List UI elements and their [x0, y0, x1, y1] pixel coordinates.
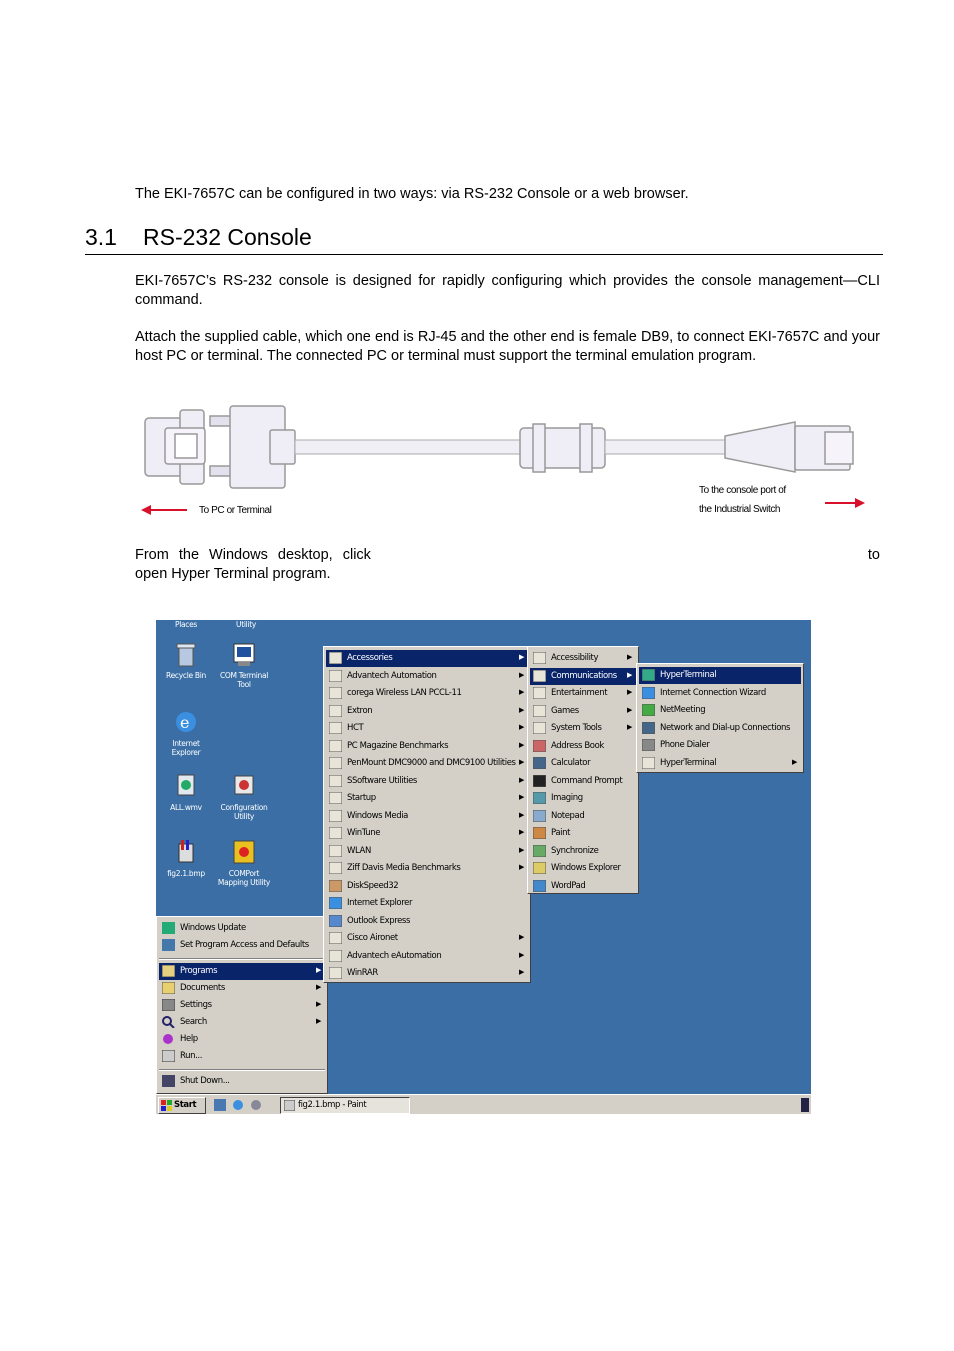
program-access-icon: [162, 939, 175, 951]
program-group-folder-icon: [329, 932, 342, 944]
programs-item[interactable]: Advantech eAutomation ▶: [326, 948, 528, 965]
program-group-folder-icon: [329, 722, 342, 734]
accessories-item[interactable]: Imaging: [530, 790, 636, 807]
communications-menu: [636, 663, 804, 773]
windows-update-icon: [162, 922, 175, 934]
application-icon: [329, 897, 342, 909]
program-group-folder-icon: [329, 862, 342, 874]
show-desktop-icon[interactable]: [214, 1099, 226, 1111]
chevron-right-icon: ▶: [519, 740, 524, 749]
cable-label-right-2: the Industrial Switch: [699, 504, 781, 515]
chevron-right-icon: ▶: [519, 775, 524, 784]
start-menu-search[interactable]: Search ▶: [159, 1014, 325, 1031]
desktop-icon-configuration-utility[interactable]: Configuration Utility: [214, 772, 274, 821]
paragraph-console: EKI-7657C’s RS-232 console is designed for rapidly configuring which provides the console management—CLI command.: [135, 273, 880, 308]
program-group-folder-icon: [329, 967, 342, 979]
start-menu-windows-update[interactable]: Windows Update: [159, 920, 325, 937]
chevron-right-icon: ▶: [519, 723, 524, 731]
cable-boot: [520, 424, 605, 472]
desktop-icon-comport-mapping[interactable]: COMPort Mapping Utility: [214, 838, 274, 887]
start-menu-settings[interactable]: Settings ▶: [159, 997, 325, 1014]
application-icon: [533, 845, 546, 857]
chevron-right-icon: ▶: [316, 966, 321, 974]
chevron-right-icon: ▶: [519, 845, 524, 854]
program-group-folder-icon: [329, 792, 342, 804]
tray-icon[interactable]: [801, 1098, 809, 1112]
application-icon: [533, 775, 546, 787]
desktop-icon-fig2-bmp[interactable]: fig2.1.bmp: [156, 838, 216, 878]
program-group-folder-icon: [329, 670, 342, 682]
search-icon: [162, 1016, 175, 1028]
media-quicklaunch-icon[interactable]: [250, 1099, 262, 1111]
communications-item[interactable]: Phone Dialer: [639, 737, 801, 754]
intro-text: The EKI-7657C can be configured in two ways: via RS-232 Console or a web browser.: [135, 186, 689, 202]
application-icon: [642, 669, 655, 681]
start-menu-help[interactable]: Help: [159, 1031, 325, 1048]
desktop-icon-recycle-bin[interactable]: Recycle Bin: [156, 642, 216, 680]
application-icon: [329, 880, 342, 892]
program-group-folder-icon: [329, 687, 342, 699]
accessories-item[interactable]: Accessibility ▶: [530, 650, 636, 667]
taskbar-task-paint[interactable]: fig2.1.bmp - Paint: [280, 1097, 410, 1114]
program-group-folder-icon: [329, 775, 342, 787]
chevron-right-icon: ▶: [627, 705, 632, 714]
start-menu-shutdown[interactable]: Shut Down...: [159, 1073, 325, 1090]
program-group-folder-icon: [329, 757, 342, 769]
programs-item[interactable]: DiskSpeed32: [326, 878, 528, 895]
media-file-icon: [173, 772, 199, 800]
application-icon: [533, 757, 546, 769]
paragraph-open-terminal: [135, 546, 880, 583]
application-icon: [329, 915, 342, 927]
chevron-right-icon: ▶: [519, 828, 524, 836]
desktop-icon-all-wmv[interactable]: ALL.wmv: [156, 772, 216, 812]
programs-item[interactable]: Accessories ▶: [326, 650, 528, 667]
documents-folder-icon: [162, 982, 175, 994]
help-icon: [162, 1033, 175, 1045]
programs-item[interactable]: WinRAR ▶: [326, 965, 528, 982]
communications-item[interactable]: HyperTerminal ▶: [639, 755, 801, 772]
accessories-item[interactable]: Synchronize: [530, 843, 636, 860]
program-group-folder-icon: [533, 652, 546, 664]
programs-menu: [323, 646, 531, 983]
application-icon: [533, 792, 546, 804]
program-group-folder-icon: [533, 705, 546, 717]
taskbar: [156, 1094, 811, 1114]
communications-item[interactable]: HyperTerminal: [639, 667, 801, 684]
chevron-right-icon: ▶: [519, 950, 524, 959]
shutdown-icon: [162, 1075, 175, 1087]
accessories-item[interactable]: System Tools ▶: [530, 720, 636, 737]
programs-item[interactable]: Internet Explorer: [326, 895, 528, 912]
accessories-item[interactable]: Calculator: [530, 755, 636, 772]
chevron-right-icon: ▶: [627, 723, 632, 731]
windows-desktop-screenshot: [156, 620, 811, 1114]
application-icon: [642, 739, 655, 751]
paint-icon: [284, 1100, 295, 1111]
programs-item[interactable]: Cisco Aironet ▶: [326, 930, 528, 947]
programs-item[interactable]: PenMount DMC9000 and DMC9100 Utilities ▶: [326, 755, 528, 772]
start-button[interactable]: Start: [158, 1097, 206, 1114]
application-icon: [642, 722, 655, 734]
application-icon: [533, 740, 546, 752]
programs-item[interactable]: corega Wireless LAN PCCL-11 ▶: [326, 685, 528, 702]
accessories-item[interactable]: Command Prompt: [530, 773, 636, 790]
configuration-utility-icon: [231, 772, 257, 800]
chevron-right-icon: ▶: [316, 1000, 321, 1008]
section-number: 3.1: [85, 224, 117, 250]
paragraph-open-terminal-c: open Hyper Terminal program.: [135, 565, 331, 582]
section-title: RS-232 Console: [143, 224, 312, 250]
chevron-right-icon: ▶: [519, 968, 524, 976]
programs-item[interactable]: HCT ▶: [326, 720, 528, 737]
start-menu-run[interactable]: Run...: [159, 1048, 325, 1065]
paragraph-open-terminal-a: From the Windows desktop, click: [135, 547, 371, 563]
cable-label-right-1: To the console port of: [699, 485, 786, 496]
application-icon: [642, 704, 655, 716]
svg-text:e: e: [180, 713, 190, 732]
desktop-label-places: Places: [174, 620, 198, 629]
program-group-folder-icon: [329, 705, 342, 717]
application-icon: [642, 757, 655, 769]
programs-item[interactable]: Ziff Davis Media Benchmarks ▶: [326, 860, 528, 877]
program-group-folder-icon: [533, 670, 546, 682]
programs-item[interactable]: WLAN ▶: [326, 843, 528, 860]
program-group-folder-icon: [329, 950, 342, 962]
desktop-icon-internet-explorer[interactable]: e Internet Explorer: [156, 708, 216, 757]
chevron-right-icon: ▶: [519, 758, 524, 766]
run-icon: [162, 1050, 175, 1062]
chevron-right-icon: ▶: [519, 933, 524, 941]
accessories-item[interactable]: WordPad: [530, 878, 636, 895]
accessories-item[interactable]: Notepad: [530, 808, 636, 825]
program-group-folder-icon: [329, 740, 342, 752]
chevron-right-icon: ▶: [519, 793, 524, 801]
chevron-right-icon: ▶: [519, 705, 524, 714]
recycle-bin-icon: [175, 642, 197, 668]
program-group-folder-icon: [533, 687, 546, 699]
accessories-item[interactable]: Communications ▶: [530, 668, 636, 685]
programs-item[interactable]: Windows Media ▶: [326, 808, 528, 825]
chevron-right-icon: ▶: [316, 983, 321, 991]
start-menu-programs[interactable]: Programs ▶: [159, 963, 325, 980]
desktop-icon-com-terminal[interactable]: COM Terminal Tool: [214, 642, 274, 689]
communications-item[interactable]: Internet Connection Wizard: [639, 685, 801, 702]
comport-mapping-icon: [231, 838, 257, 866]
programs-item[interactable]: Advantech Automation ▶: [326, 668, 528, 685]
chevron-right-icon: ▶: [316, 1017, 321, 1025]
program-group-folder-icon: [329, 845, 342, 857]
chevron-right-icon: ▶: [519, 688, 524, 696]
accessories-item[interactable]: Entertainment ▶: [530, 685, 636, 702]
program-group-folder-icon: [533, 722, 546, 734]
paragraph-open-terminal-b: to: [867, 547, 880, 563]
start-menu-documents[interactable]: Documents ▶: [159, 980, 325, 997]
accessories-item[interactable]: Windows Explorer: [530, 860, 636, 877]
chevron-right-icon: ▶: [792, 757, 797, 766]
program-group-folder-icon: [329, 810, 342, 822]
terminal-icon: [232, 642, 256, 668]
programs-item[interactable]: Startup ▶: [326, 790, 528, 807]
windows-logo-icon: [161, 1100, 172, 1111]
accessories-item[interactable]: Games ▶: [530, 703, 636, 720]
chevron-right-icon: ▶: [627, 670, 632, 679]
application-icon: [533, 862, 546, 874]
programs-item[interactable]: SSoftware Utilities ▶: [326, 773, 528, 790]
communications-item[interactable]: Network and Dial-up Connections: [639, 720, 801, 737]
program-group-folder-icon: [329, 827, 342, 839]
chevron-right-icon: ▶: [519, 653, 524, 661]
chevron-right-icon: ▶: [519, 810, 524, 819]
communications-item[interactable]: NetMeeting: [639, 702, 801, 719]
program-group-folder-icon: [329, 652, 342, 664]
paint-file-icon: [173, 838, 199, 866]
paragraph-cable: Attach the supplied cable, which one end is RJ-45 and the other end is female DB9, to connect EKI-7657C and your host PC or terminal. The connected PC or terminal must support the terminal emulation program.: [135, 329, 880, 364]
settings-icon: [162, 999, 175, 1011]
chevron-right-icon: ▶: [627, 688, 632, 696]
chevron-right-icon: ▶: [519, 863, 524, 871]
chevron-right-icon: ▶: [519, 670, 524, 679]
desktop-label-utility: Utility: [236, 620, 256, 629]
application-icon: [533, 880, 546, 892]
programs-item[interactable]: Outlook Express: [326, 913, 528, 930]
application-icon: [533, 827, 546, 839]
accessories-item[interactable]: Address Book: [530, 738, 636, 755]
chevron-right-icon: ▶: [627, 653, 632, 661]
start-menu: [156, 916, 328, 1094]
programs-folder-icon: [162, 965, 175, 977]
programs-item[interactable]: WinTune ▶: [326, 825, 528, 842]
application-icon: [642, 687, 655, 699]
start-menu-program-access[interactable]: Set Program Access and Defaults: [159, 937, 325, 954]
section-heading: [85, 222, 883, 255]
application-icon: [533, 810, 546, 822]
browser-quicklaunch-icon[interactable]: [232, 1099, 244, 1111]
internet-explorer-icon: [173, 708, 199, 736]
programs-item[interactable]: PC Magazine Benchmarks ▶: [326, 738, 528, 755]
console-cable-illustration: [135, 400, 875, 528]
accessories-menu: [527, 646, 639, 894]
programs-item[interactable]: Extron ▶: [326, 703, 528, 720]
accessories-item[interactable]: Paint: [530, 825, 636, 842]
cable-label-left: To PC or Terminal: [199, 505, 272, 516]
